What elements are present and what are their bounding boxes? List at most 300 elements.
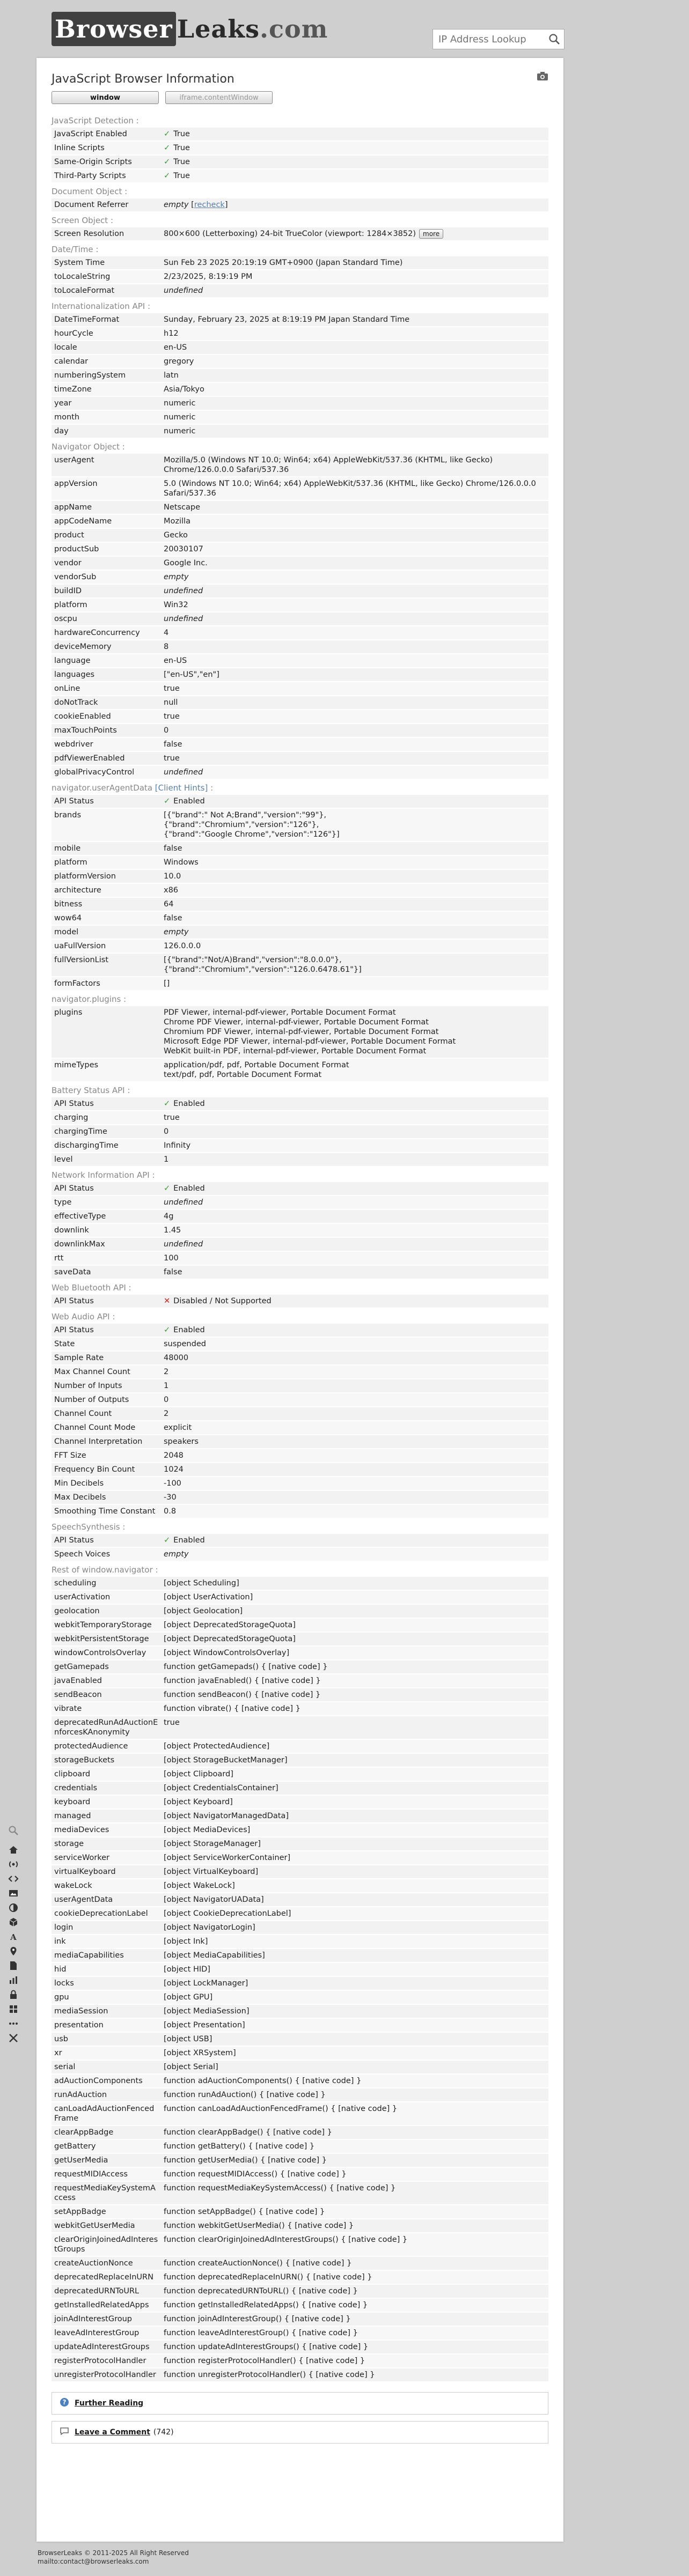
- property-name: Same-Origin Scripts: [52, 155, 161, 169]
- property-name: Min Decibels: [52, 1477, 161, 1490]
- property-value-text: true: [164, 1113, 180, 1122]
- table-row: [52, 1490, 548, 1504]
- table-row: [52, 1702, 548, 1716]
- table-row: [52, 1547, 548, 1561]
- property-name: Channel Interpretation: [52, 1435, 161, 1449]
- property-name: Third-Party Scripts: [52, 169, 161, 182]
- copyright-text: BrowserLeaks © 2011-2025 All Right Reserved: [38, 2549, 189, 2557]
- logo-part-domain: .com: [259, 14, 328, 43]
- table-row: [52, 1435, 548, 1449]
- property-value-text: 2: [164, 1368, 169, 1376]
- property-value: [161, 368, 548, 382]
- property-value: [161, 2032, 548, 2046]
- table-row: [52, 2139, 548, 2153]
- property-value: [161, 1576, 548, 1590]
- search-icon[interactable]: [545, 29, 564, 49]
- property-name: storage: [52, 1837, 161, 1851]
- property-value: [161, 883, 548, 897]
- table-row: [52, 270, 548, 284]
- property-value-text: True: [173, 130, 190, 138]
- property-name: getUserMedia: [52, 2153, 161, 2167]
- table-row: [52, 453, 548, 477]
- property-value-text: 0: [164, 726, 169, 735]
- property-value: [161, 1265, 548, 1279]
- property-name: usb: [52, 2032, 161, 2046]
- info-section: [52, 1311, 548, 1518]
- property-name: maxTouchPoints: [52, 724, 161, 737]
- property-value: [161, 1739, 548, 1753]
- comment-box: [52, 2421, 548, 2444]
- info-table: [52, 794, 548, 990]
- property-name: model: [52, 925, 161, 939]
- check-icon: ✓: [164, 158, 171, 166]
- table-row: [52, 2326, 548, 2340]
- table-row: [52, 1125, 548, 1139]
- table-row: [52, 514, 548, 528]
- property-name: deprecatedReplaceInURN: [52, 2270, 161, 2284]
- property-value-text: [object Keyboard]: [164, 1798, 233, 1806]
- info-section: [52, 1282, 548, 1308]
- table-row: [52, 626, 548, 640]
- property-name: globalPrivacyControl: [52, 765, 161, 779]
- property-value: [161, 737, 548, 751]
- table-row: [52, 2181, 548, 2205]
- section-title: [52, 1084, 548, 1096]
- property-name: getBattery: [52, 2139, 161, 2153]
- property-value-text: 1.45: [164, 1226, 181, 1235]
- image-icon[interactable]: [6, 1886, 20, 1900]
- property-value: [161, 1058, 548, 1081]
- zoom-icon[interactable]: [6, 1824, 20, 1837]
- table-row: [52, 724, 548, 737]
- property-value-text: [object Scheduling]: [164, 1579, 239, 1588]
- section-title-text: Network Information API :: [52, 1170, 155, 1180]
- table-row: [52, 1195, 548, 1209]
- property-value: [161, 1893, 548, 1907]
- property-value-text: [object StorageManager]: [164, 1840, 261, 1848]
- further-reading-link[interactable]: Further Reading: [75, 2399, 144, 2408]
- property-name: serial: [52, 2060, 161, 2074]
- more-icon[interactable]: [6, 2017, 20, 2031]
- property-value-text: numeric: [164, 399, 196, 408]
- property-value: [161, 2340, 548, 2354]
- ip-lookup-input[interactable]: [433, 29, 551, 49]
- property-value: [161, 1490, 548, 1504]
- property-name: canLoadAdAuctionFencedFrame: [52, 2102, 161, 2125]
- table-row: [52, 1767, 548, 1781]
- file-icon[interactable]: [6, 1959, 20, 1973]
- property-name: appCodeName: [52, 514, 161, 528]
- property-name: cookieEnabled: [52, 710, 161, 724]
- table-row: [52, 710, 548, 724]
- property-value-text: [object WakeLock]: [164, 1881, 235, 1890]
- property-value: [161, 794, 548, 808]
- property-value-text: suspended: [164, 1340, 206, 1348]
- property-value-text: numeric: [164, 427, 196, 436]
- top-bar: [0, 0, 689, 59]
- property-value-text: 1: [164, 1382, 169, 1390]
- property-name: type: [52, 1195, 161, 1209]
- property-value: [161, 911, 548, 925]
- table-row: [52, 1590, 548, 1604]
- section-title: [52, 1282, 548, 1294]
- property-name: setAppBadge: [52, 2205, 161, 2219]
- table-row: [52, 1209, 548, 1223]
- tools-sidebar: [6, 1824, 23, 2056]
- contrast-icon[interactable]: [6, 1901, 20, 1915]
- table-row: [52, 1153, 548, 1166]
- contact-email-link[interactable]: mailto:contact@browserleaks.com: [38, 2558, 149, 2565]
- property-value: [161, 1632, 548, 1646]
- client-hints-link[interactable]: [Client Hints]: [155, 783, 208, 793]
- table-row: [52, 1407, 548, 1421]
- code-icon[interactable]: [6, 1872, 20, 1886]
- property-name: clearAppBadge: [52, 2125, 161, 2139]
- table-row: [52, 1006, 548, 1058]
- table-row: [52, 682, 548, 696]
- leave-comment-link[interactable]: Leave a Comment: [75, 2428, 150, 2437]
- property-value-text: 800×600 (Letterboxing) 24-bit TrueColor (viewport: 1284×3852): [164, 230, 416, 238]
- property-value: [161, 612, 548, 626]
- info-section: [52, 243, 548, 297]
- property-value-text: []: [164, 979, 170, 988]
- table-row: [52, 1674, 548, 1688]
- property-value: [161, 640, 548, 654]
- property-value-text: True: [173, 172, 190, 180]
- home-icon[interactable]: [6, 1843, 20, 1857]
- property-value: [161, 1337, 548, 1351]
- property-value-text: 0: [164, 1127, 169, 1136]
- property-value: [161, 2167, 548, 2181]
- property-value: [161, 355, 548, 368]
- property-value-text: undefined: [164, 615, 203, 623]
- property-value-text: function getUserMedia() { [native code] }: [164, 2156, 327, 2165]
- property-value-text: function joinAdInterestGroup() { [native code] }: [164, 2315, 351, 2323]
- property-value-text: function setAppBadge() { [native code] }: [164, 2208, 325, 2216]
- property-value-text: Enabled: [173, 1536, 205, 1545]
- property-value: [161, 1463, 548, 1477]
- property-value-text: function leaveAdInterestGroup() { [native code] }: [164, 2329, 358, 2337]
- property-name: API Status: [52, 1182, 161, 1195]
- property-value-text: function canLoadAdAuctionFencedFrame() { [native code] }: [164, 2105, 398, 2113]
- table-row: [52, 2032, 548, 2046]
- property-name: getInstalledRelatedApps: [52, 2298, 161, 2312]
- recheck-link[interactable]: recheck: [194, 201, 225, 209]
- section-title-text: Screen Object :: [52, 216, 114, 225]
- property-value: [161, 1907, 548, 1921]
- table-row: [52, 808, 548, 842]
- property-value: [161, 598, 548, 612]
- property-name: Number of Outputs: [52, 1393, 161, 1407]
- property-value-text: PDF Viewer, internal-pdf-viewer, Portable Document Format Chrome PDF Viewer, internal-pdf-viewer, Portable Document Format Chromium PDF Viewer, internal-pdf-viewer, Portable Document Format Microsoft Edge PDF Viewer, internal-pdf-viewer, Portable Document Format WebKit built-in PDF, internal-pdf-viewer, Portable Document Format: [164, 1008, 456, 1056]
- property-value-text: [object MediaSession]: [164, 2007, 250, 2016]
- property-name: year: [52, 396, 161, 410]
- property-value: [161, 2368, 548, 2381]
- property-value: [161, 1251, 548, 1265]
- property-value-text: function vibrate() { [native code] }: [164, 1704, 300, 1713]
- property-name: timeZone: [52, 382, 161, 396]
- property-value: [161, 2060, 548, 2074]
- property-name: fullVersionList: [52, 953, 161, 977]
- ip-lookup-search: [433, 29, 565, 49]
- camera-icon[interactable]: [537, 71, 548, 82]
- property-value-text: [object USB]: [164, 2035, 212, 2043]
- property-value: [161, 710, 548, 724]
- table-row: [52, 2153, 548, 2167]
- property-value: [161, 1688, 548, 1702]
- grid-icon[interactable]: [6, 2002, 20, 2016]
- section-title-end: :: [208, 783, 214, 793]
- property-name: locks: [52, 1976, 161, 1990]
- section-title-text: Document Object :: [52, 187, 128, 196]
- property-value-text: function clearAppBadge() { [native code] }: [164, 2128, 332, 2137]
- property-value-text: 4g: [164, 1212, 174, 1221]
- font-icon[interactable]: [6, 1930, 20, 1944]
- property-value: [161, 869, 548, 883]
- property-value: [161, 1618, 548, 1632]
- property-value-text: Infinity: [164, 1141, 191, 1150]
- property-name: doNotTrack: [52, 696, 161, 710]
- tools-icon[interactable]: [6, 2031, 20, 2045]
- property-value-text: [object DeprecatedStorageQuota]: [164, 1621, 296, 1629]
- table-row: [52, 794, 548, 808]
- property-value: [161, 477, 548, 500]
- check-icon: ✓: [164, 130, 171, 138]
- table-row: [52, 1449, 548, 1463]
- property-value: [161, 528, 548, 542]
- check-icon: ✓: [164, 1099, 171, 1108]
- property-value-text: undefined: [164, 1198, 203, 1207]
- broadcast-icon[interactable]: [6, 1857, 20, 1871]
- property-value: [161, 1962, 548, 1976]
- table-row: [52, 1935, 548, 1948]
- property-value: [161, 127, 548, 141]
- table-row: [52, 1421, 548, 1435]
- section-title-text: Navigator Object :: [52, 442, 125, 452]
- window-context-button[interactable]: window: [52, 91, 159, 104]
- table-row: [52, 198, 548, 211]
- property-name: onLine: [52, 682, 161, 696]
- section-title: [52, 1564, 548, 1576]
- table-row: [52, 227, 548, 240]
- table-row: [52, 640, 548, 654]
- property-name: Inline Scripts: [52, 141, 161, 155]
- chart-icon[interactable]: [6, 1973, 20, 1987]
- property-value: [161, 2256, 548, 2270]
- property-value: [161, 1533, 548, 1547]
- property-name: platform: [52, 855, 161, 869]
- property-value: [161, 341, 548, 355]
- property-name: mimeTypes: [52, 1058, 161, 1081]
- property-value: [161, 808, 548, 842]
- table-row: [52, 2284, 548, 2298]
- property-value: [161, 327, 548, 341]
- property-name: Max Decibels: [52, 1490, 161, 1504]
- property-name: protectedAudience: [52, 1739, 161, 1753]
- table-row: [52, 410, 548, 424]
- table-row: [52, 1646, 548, 1660]
- table-row: [52, 1660, 548, 1674]
- location-icon[interactable]: [6, 1944, 20, 1958]
- lock-icon[interactable]: [6, 1988, 20, 2002]
- table-row: [52, 1139, 548, 1153]
- table-row: [52, 1323, 548, 1337]
- section-title-text: Rest of window.navigator :: [52, 1565, 158, 1575]
- property-value-text: Sun Feb 23 2025 20:19:19 GMT+0900 (Japan Standard Time): [164, 259, 403, 267]
- more-button[interactable]: more: [419, 229, 443, 239]
- property-value-text: x86: [164, 886, 179, 895]
- cube-icon[interactable]: [6, 1915, 20, 1929]
- site-logo[interactable]: [52, 12, 328, 46]
- property-value-text: [object LockManager]: [164, 1979, 248, 1988]
- property-name: Number of Inputs: [52, 1379, 161, 1393]
- table-row: [52, 654, 548, 668]
- property-name: Channel Count: [52, 1407, 161, 1421]
- table-row: [52, 2205, 548, 2219]
- info-table: [52, 197, 548, 211]
- check-icon: ✓: [164, 172, 171, 180]
- table-row: [52, 1893, 548, 1907]
- info-table: [52, 1576, 548, 2381]
- property-value-text: Google Inc.: [164, 559, 208, 567]
- copyright: [38, 2549, 189, 2566]
- property-value: [161, 1393, 548, 1407]
- property-value: [161, 1767, 548, 1781]
- section-title: [52, 1169, 548, 1181]
- property-value-text: true: [164, 754, 180, 763]
- property-value-text: 48000: [164, 1354, 189, 1362]
- check-icon: ✓: [164, 1184, 171, 1193]
- property-value-text: 0.8: [164, 1507, 177, 1516]
- property-name: Frequency Bin Count: [52, 1463, 161, 1477]
- property-name: level: [52, 1153, 161, 1166]
- property-name: API Status: [52, 1533, 161, 1547]
- property-value-text: [object Clipboard]: [164, 1770, 233, 1778]
- property-value-text: h12: [164, 329, 179, 338]
- property-name: downlinkMax: [52, 1237, 161, 1251]
- property-value-text: Enabled: [173, 1184, 205, 1193]
- property-value: [161, 977, 548, 990]
- property-value-text: null: [164, 698, 178, 707]
- property-name: uaFullVersion: [52, 939, 161, 953]
- section-title: [52, 243, 548, 255]
- property-value-text: 0: [164, 1396, 169, 1404]
- property-value: [161, 1407, 548, 1421]
- info-section: [52, 300, 548, 438]
- table-row: [52, 598, 548, 612]
- property-name: webkitGetUserMedia: [52, 2219, 161, 2233]
- table-row: [52, 737, 548, 751]
- property-value-text: [object VirtualKeyboard]: [164, 1868, 259, 1876]
- table-row: [52, 477, 548, 500]
- section-title: [52, 993, 548, 1005]
- table-row: [52, 141, 548, 155]
- property-value: [161, 1223, 548, 1237]
- property-value: [161, 1590, 548, 1604]
- property-value-text: [object CredentialsContainer]: [164, 1784, 278, 1792]
- property-value-text: empty: [164, 928, 189, 936]
- property-value-text: [object ProtectedAudience]: [164, 1742, 270, 1751]
- property-name: hid: [52, 1962, 161, 1976]
- table-row: [52, 1632, 548, 1646]
- property-name: scheduling: [52, 1576, 161, 1590]
- table-row: [52, 2340, 548, 2354]
- table-row: [52, 2125, 548, 2139]
- property-value-text: [object WindowControlsOverlay]: [164, 1649, 290, 1657]
- property-value-text: false: [164, 740, 182, 749]
- property-value: [161, 1660, 548, 1674]
- property-name: updateAdInterestGroups: [52, 2340, 161, 2354]
- property-name: cookieDeprecationLabel: [52, 1907, 161, 1921]
- table-row: [52, 2167, 548, 2181]
- property-value: [161, 410, 548, 424]
- table-row: [52, 528, 548, 542]
- property-name: API Status: [52, 1097, 161, 1111]
- property-value: [161, 1294, 548, 1308]
- property-value-text: [object NavigatorUAData]: [164, 1895, 264, 1904]
- property-value-text: 2: [164, 1409, 169, 1418]
- property-name: presentation: [52, 2018, 161, 2032]
- help-circle-icon: [60, 2397, 69, 2409]
- info-table: [52, 1323, 548, 1518]
- table-row: [52, 696, 548, 710]
- property-value-text: [object Presentation]: [164, 2021, 245, 2029]
- property-value-text: explicit: [164, 1423, 192, 1432]
- info-section: [52, 1084, 548, 1166]
- property-value: [161, 2298, 548, 2312]
- table-row: [52, 396, 548, 410]
- info-section: [52, 441, 548, 779]
- table-row: [52, 765, 548, 779]
- property-name: productSub: [52, 542, 161, 556]
- info-section: [52, 186, 548, 211]
- table-row: [52, 1604, 548, 1618]
- table-row: [52, 612, 548, 626]
- property-name: registerProtocolHandler: [52, 2354, 161, 2368]
- property-value-text: 1024: [164, 1465, 184, 1474]
- property-value-text: false: [164, 1268, 182, 1276]
- property-value-text: [{"brand":" Not A;Brand","version":"99"}, {"brand":"Chromium","version":"126"}, {"brand":"Google Chrome","version":"126"}]: [164, 811, 340, 839]
- property-value: [161, 1865, 548, 1879]
- section-title-text: Web Audio API :: [52, 1312, 115, 1322]
- property-value: [161, 1435, 548, 1449]
- property-value: [161, 1006, 548, 1058]
- property-name: Speech Voices: [52, 1547, 161, 1561]
- property-name: login: [52, 1921, 161, 1935]
- table-row: [52, 953, 548, 977]
- table-row: [52, 355, 548, 368]
- iframe-context-button[interactable]: iframe.contentWindow: [165, 91, 273, 104]
- info-table: [52, 226, 548, 240]
- table-row: [52, 668, 548, 682]
- table-row: [52, 313, 548, 327]
- property-value-text: Disabled / Not Supported: [173, 1297, 272, 1305]
- property-value-text: 20030107: [164, 545, 203, 553]
- property-value-text: 8: [164, 643, 169, 651]
- property-value: [161, 2088, 548, 2102]
- property-name: vibrate: [52, 1702, 161, 1716]
- check-icon: ✓: [164, 1326, 171, 1334]
- table-row: [52, 542, 548, 556]
- table-row: [52, 1251, 548, 1265]
- table-row: [52, 368, 548, 382]
- property-value-text: 4: [164, 629, 169, 637]
- property-value: [161, 626, 548, 640]
- property-value: [161, 453, 548, 477]
- check-icon: ✓: [164, 1536, 171, 1545]
- table-row: [52, 584, 548, 598]
- property-value-text: false: [164, 914, 182, 922]
